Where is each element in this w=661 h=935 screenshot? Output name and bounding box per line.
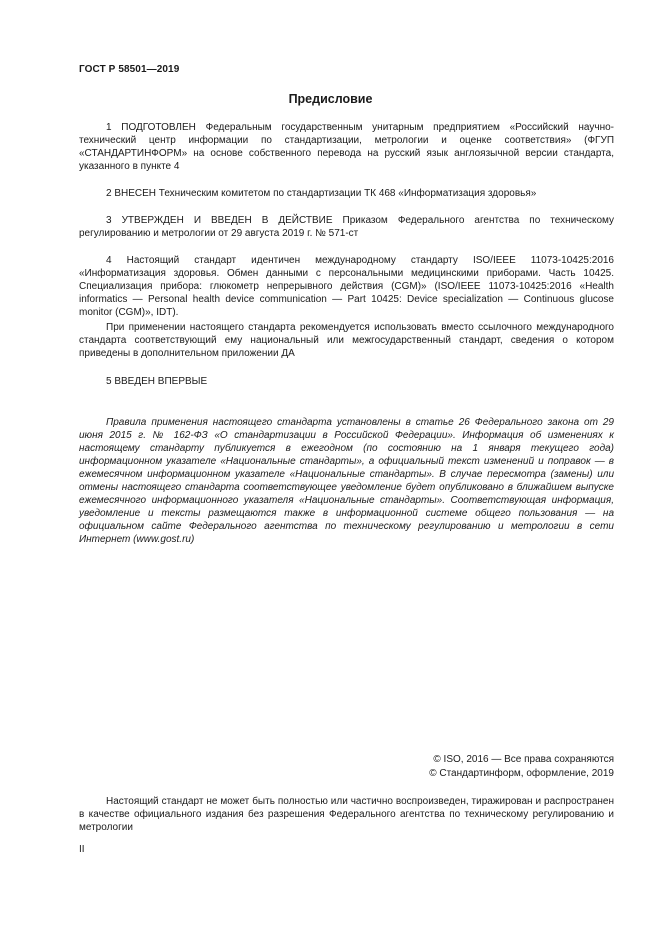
copyright-iso: © ISO, 2016 — Все права сохраняются: [433, 754, 614, 765]
paragraph-identical-standard: 4 Настоящий стандарт идентичен международному стандарту ISO/IEEE 11073-10425:2016 «Информатизация здоровья. Обмен данными с персональными медицинскими приборами. Часть 10425. Специализация прибора: глюкометр непрерывного действия (CGM)» (ISO/IEEE 11073-10425:2016 «Health informatics — Personal health device communication — Part 10425: Device specialization — Continuous glucose monitor (CGM)», IDT).: [79, 255, 614, 318]
standard-code-header: ГОСТ Р 58501—2019: [79, 64, 180, 75]
rules-notice: Правила применения настоящего стандарта установлены в статье 26 Федерального закона от 29 июня 2015 г. № 162-ФЗ «О стандартизации в Российской Федерации». Информация об изменениях к настоящему стандарту публикуется в ежегодном (по состоянию на 1 января текущего года) информационном указателе «Национальные стандарты», а официальный текст изменений и поправок — в ежемесячном информационном указателе «Национальные стандарты». В случае пересмотра (замены) или отмены настоящего стандарта соответствующее уведомление будет опубликовано в ближайшем выпуске ежемесячного информационного указателя «Национальные стандарты». Соответствующая информация, уведомление и тексты размещаются также в информационной системе общего пользования — на официальном сайте Федерального агентства по техническому регулированию и метрологии в сети Интернет (www.gost.ru): [79, 417, 614, 545]
paragraph-introduced-by: 2 ВНЕСЕН Техническим комитетом по стандартизации ТК 468 «Информатизация здоровья»: [106, 188, 537, 199]
page-number: II: [79, 844, 85, 855]
paragraph-introduced-first: 5 ВВЕДЕН ВПЕРВЫЕ: [106, 376, 208, 387]
reproduction-notice: Настоящий стандарт не может быть полностью или частично воспроизведен, тиражирован и распространен в качестве официального издания без разрешения Федерального агентства по техническому регулированию и метрологии: [79, 796, 614, 833]
paragraph-prepared-by: 1 ПОДГОТОВЛЕН Федеральным государственным унитарным предприятием «Российский научно-технический центр информации по стандартизации, метрологии и оценке соответствия» (ФГУП «СТАНДАРТИНФОРМ» на основе собственного перевода на русский язык англоязычной версии стандарта, указанного в пункте 4: [79, 122, 614, 172]
paragraph-application-note: При применении настоящего стандарта рекомендуется использовать вместо ссылочного международного стандарта соответствующий ему национальный или межгосударственный стандарт, сведения о котором приведены в дополнительном приложении ДА: [79, 322, 614, 359]
copyright-standartinform: © Стандартинформ, оформление, 2019: [429, 768, 614, 779]
paragraph-approved: 3 УТВЕРЖДЕН И ВВЕДЕН В ДЕЙСТВИЕ Приказом Федерального агентства по техническому регулированию и метрологии от 29 августа 2019 г. № 571-ст: [79, 215, 614, 239]
page-title: Предисловие: [288, 92, 373, 106]
